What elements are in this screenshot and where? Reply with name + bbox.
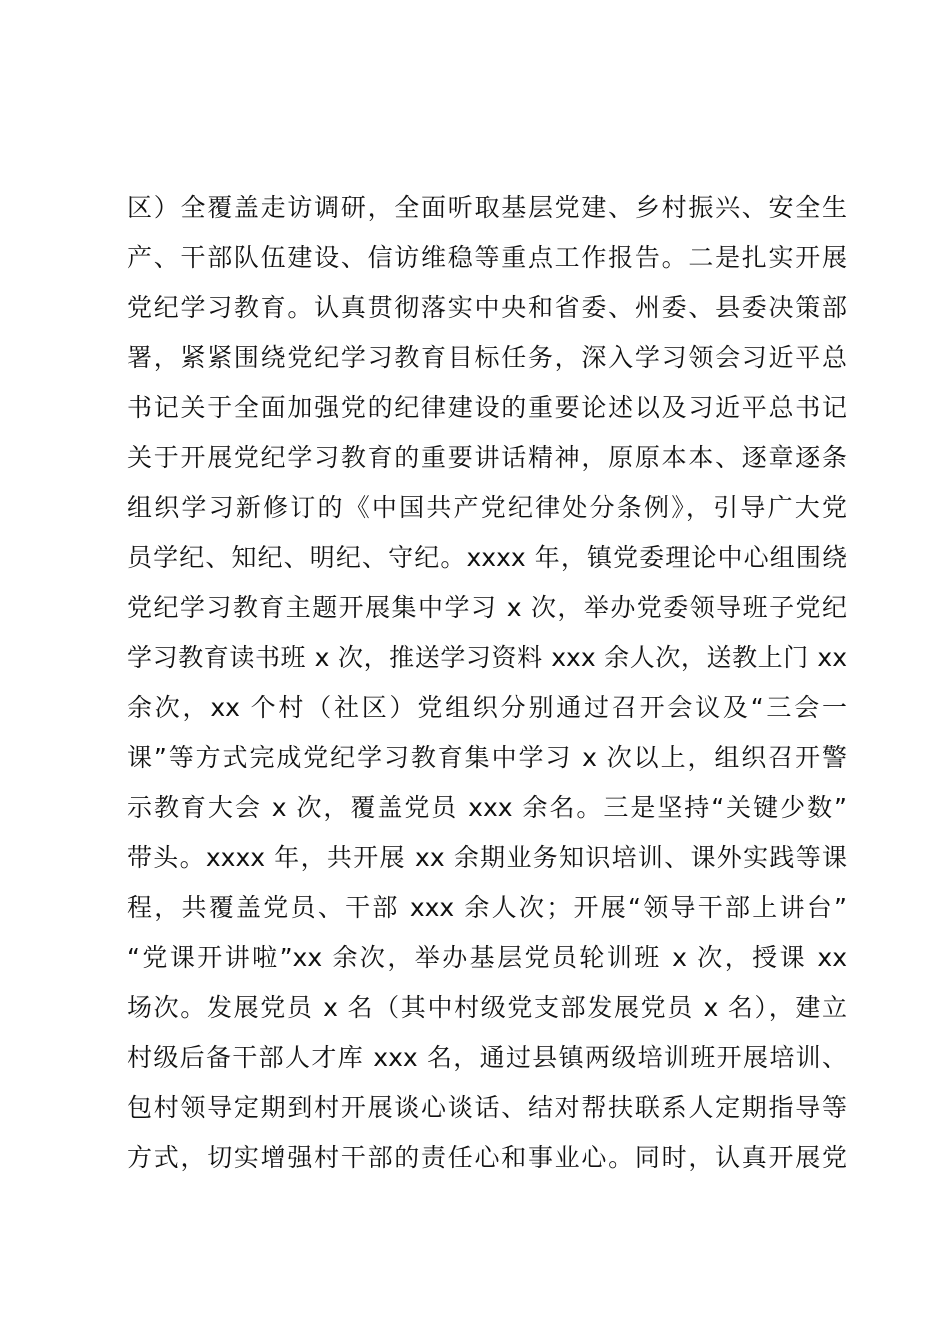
- text-line-7: 组织学习新修订的《中国共产党纪律处分条例》，引导广大党: [127, 493, 847, 522]
- text-line-9: 党纪学习教育主题开展集中学习 x 次，举办党委领导班子党纪: [127, 593, 847, 622]
- text-line-17: 场次。发展党员 x 名（其中村级党支部发展党员 x 名），建立: [127, 993, 847, 1022]
- text-line-15: 程，共覆盖党员、干部 xxx 余人次；开展“领导干部上讲台”: [127, 893, 847, 922]
- text-line-6: 关于开展党纪学习教育的重要讲话精神，原原本本、逐章逐条: [127, 443, 847, 472]
- text-line-20: 方式，切实增强村干部的责任心和事业心。同时，认真开展党: [127, 1143, 847, 1172]
- text-line-11: 余次，xx 个村（社区）党组织分别通过召开会议及“三会一: [127, 693, 847, 722]
- text-line-13: 示教育大会 x 次，覆盖党员 xxx 余名。三是坚持“关键少数”: [127, 793, 847, 822]
- text-line-1: 区）全覆盖走访调研，全面听取基层党建、乡村振兴、安全生: [127, 193, 847, 222]
- text-line-4: 署，紧紧围绕党纪学习教育目标任务，深入学习领会习近平总: [127, 343, 847, 372]
- text-line-3: 党纪学习教育。认真贯彻落实中央和省委、州委、县委决策部: [127, 293, 847, 322]
- text-line-10: 学习教育读书班 x 次，推送学习资料 xxx 余人次，送教上门 xx: [127, 643, 847, 672]
- text-line-16: “党课开讲啦”xx 余次，举办基层党员轮训班 x 次，授课 xx: [127, 943, 847, 972]
- body-paragraph: [127, 183, 847, 1183]
- text-line-12: 课”等方式完成党纪学习教育集中学习 x 次以上，组织召开警: [127, 743, 847, 772]
- text-line-18: 村级后备干部人才库 xxx 名，通过县镇两级培训班开展培训、: [127, 1043, 847, 1072]
- text-line-5: 书记关于全面加强党的纪律建设的重要论述以及习近平总书记: [127, 393, 847, 422]
- text-line-14: 带头。xxxx 年，共开展 xx 余期业务知识培训、课外实践等课: [127, 843, 847, 872]
- text-line-8: 员学纪、知纪、明纪、守纪。xxxx 年，镇党委理论中心组围绕: [127, 543, 847, 572]
- text-line-19: 包村领导定期到村开展谈心谈话、结对帮扶联系人定期指导等: [127, 1093, 847, 1122]
- text-line-2: 产、干部队伍建设、信访维稳等重点工作报告。二是扎实开展: [127, 243, 847, 272]
